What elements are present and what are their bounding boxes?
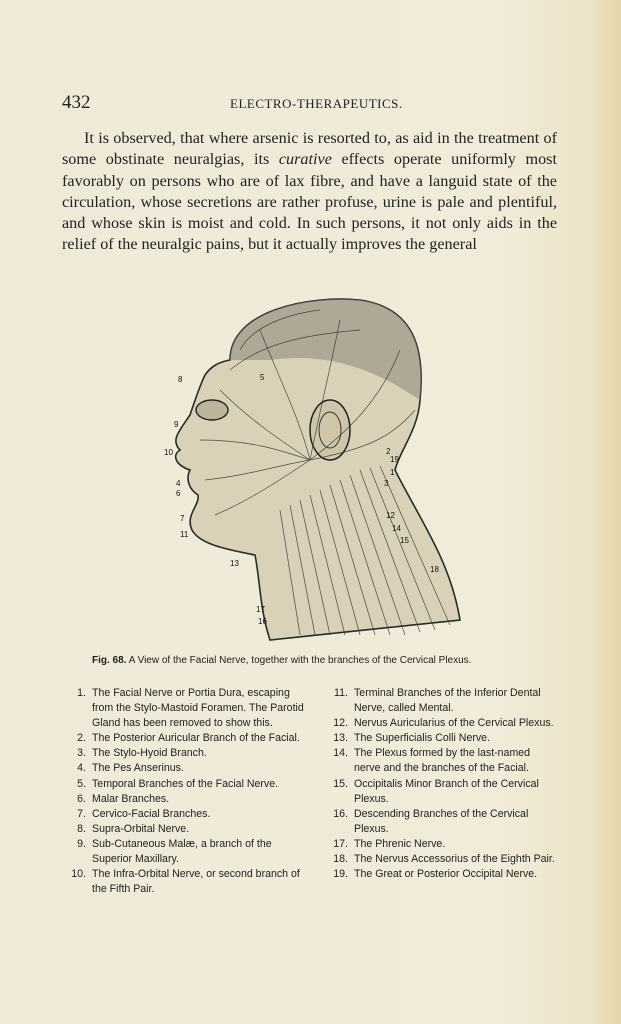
figure-label: 15 [400,536,409,545]
legend-text: Sub-Cutaneous Malæ, a branch of the Superior Maxillary. [92,837,272,866]
legend-number: 4. [77,762,86,775]
head-nerves-engraving [160,290,470,650]
figure-label: 4 [176,479,181,488]
legend-item [64,867,304,897]
legend-text: The Nervus Accessorius of the Eighth Pair. [354,853,555,866]
legend-text: Terminal Branches of the Inferior Dental Nerve, called Mental. [354,687,541,715]
legend-text: Occipitalis Minor Branch of the Cervical Plexus. [354,777,539,805]
legend-text: The Pes Anserinus. [92,762,184,775]
figure-label: 18 [430,565,439,574]
legend-item [326,807,558,837]
figure-label: 13 [230,559,239,568]
legend-item [64,746,304,761]
page-number: 432 [62,92,91,113]
legend-number: 9. [77,837,86,850]
figure-label: 5 [260,373,265,382]
legend-number: 2. [77,732,86,745]
legend-number: 8. [77,822,86,835]
legend-item [64,761,304,776]
legend-text: Cervico-Facial Branches. [92,807,211,820]
legend-right-column [326,686,558,882]
figure-label: 17 [256,605,265,614]
figure-label: 2 [386,447,391,456]
legend-item [64,777,304,792]
figure-label: 10 [164,448,173,457]
legend-text: The Superficialis Colli Nerve. [354,732,491,745]
legend-text: The Facial Nerve or Portia Dura, escaping from the Stylo-Mastoid Foramen. The Parotid Gland has been removed to show this. [92,687,304,730]
legend-number: 17. [333,837,348,850]
legend-number: 3. [77,747,86,760]
legend-number: 10. [71,868,86,881]
figure-label: 3 [384,479,389,488]
legend-item [326,837,558,852]
legend-item [64,686,304,731]
legend-number: 19. [333,868,348,881]
figure-label: 8 [178,375,183,384]
figure-label: 9 [174,420,179,429]
legend-item [326,731,558,746]
body-text-italic: curative [278,150,332,169]
figure-label: 1 [390,468,395,477]
legend-text: The Phrenic Nerve. [354,837,446,850]
legend-number: 5. [77,777,86,790]
legend-text: The Great or Posterior Occipital Nerve. [354,868,538,881]
legend-item [64,731,304,746]
body-paragraph [62,128,557,256]
legend-text: The Infra-Orbital Nerve, or second branch of the Fifth Pair. [92,868,300,896]
figure-label: 6 [176,489,181,498]
legend-number: 13. [333,732,348,745]
figure-label: 11 [180,530,189,539]
legend-text: Nervus Auricularius of the Cervical Plexus. [354,717,554,730]
legend-item [326,852,558,867]
legend-number: 14. [333,747,348,760]
legend-number: 7. [77,807,86,820]
figure-label: 14 [392,524,401,533]
running-head: ELECTRO-THERAPEUTICS. [230,96,403,111]
legend-number: 1. [77,687,86,699]
figure-caption-text: A View of the Facial Nerve, together with the branches of the Cervical Plexus. [128,655,472,666]
legend-number: 15. [333,777,348,790]
legend-text: Supra-Orbital Nerve. [92,822,190,835]
legend-item [64,807,304,822]
legend-item [326,746,558,776]
legend-text: The Posterior Auricular Branch of the Facial. [92,732,300,745]
body-text-part1: It is observed, that where arsenic is resorted to, as aid in the treatment of some obstinate neuralgias, its [62,129,557,169]
figure-label: 16 [258,617,267,626]
legend-text: Descending Branches of the Cervical Plexus. [354,807,529,835]
legend-item [326,686,558,716]
legend-text: Temporal Branches of the Facial Nerve. [92,777,279,790]
anatomical-figure [160,290,470,650]
figure-number: Fig. 68. [92,655,127,666]
legend-item [326,777,558,807]
page-header [62,92,562,112]
legend-item [326,867,558,882]
legend-text: The Plexus formed by the last-named nerve and the branches of the Facial. [354,747,531,775]
legend-item [326,716,558,731]
figure-label: 19 [390,455,399,464]
legend-item [64,792,304,807]
legend-number: 11. [334,687,348,699]
legend-number: 12. [333,717,348,730]
legend-text: The Stylo-Hyoid Branch. [92,747,207,760]
legend-item [64,837,304,867]
legend-number: 16. [333,807,348,820]
legend-number: 6. [77,792,86,805]
legend-left-column [64,686,304,897]
figure-label: 12 [386,511,395,520]
legend-text: Malar Branches. [92,792,170,805]
figure-label: 7 [180,514,185,523]
figure-caption [92,655,572,666]
body-text-part2: effects operate uniformly most favorably on persons who are of lax fibre, and have a languid state of the circulation, whose secretions are rather profuse, urine is pale and plentiful, and whose skin is moist and cold. In such persons, it not only aids in the relief of the neuralgic pains, but it actually improves the general [62,150,557,254]
legend-number: 18. [333,853,348,866]
legend-item [64,822,304,837]
